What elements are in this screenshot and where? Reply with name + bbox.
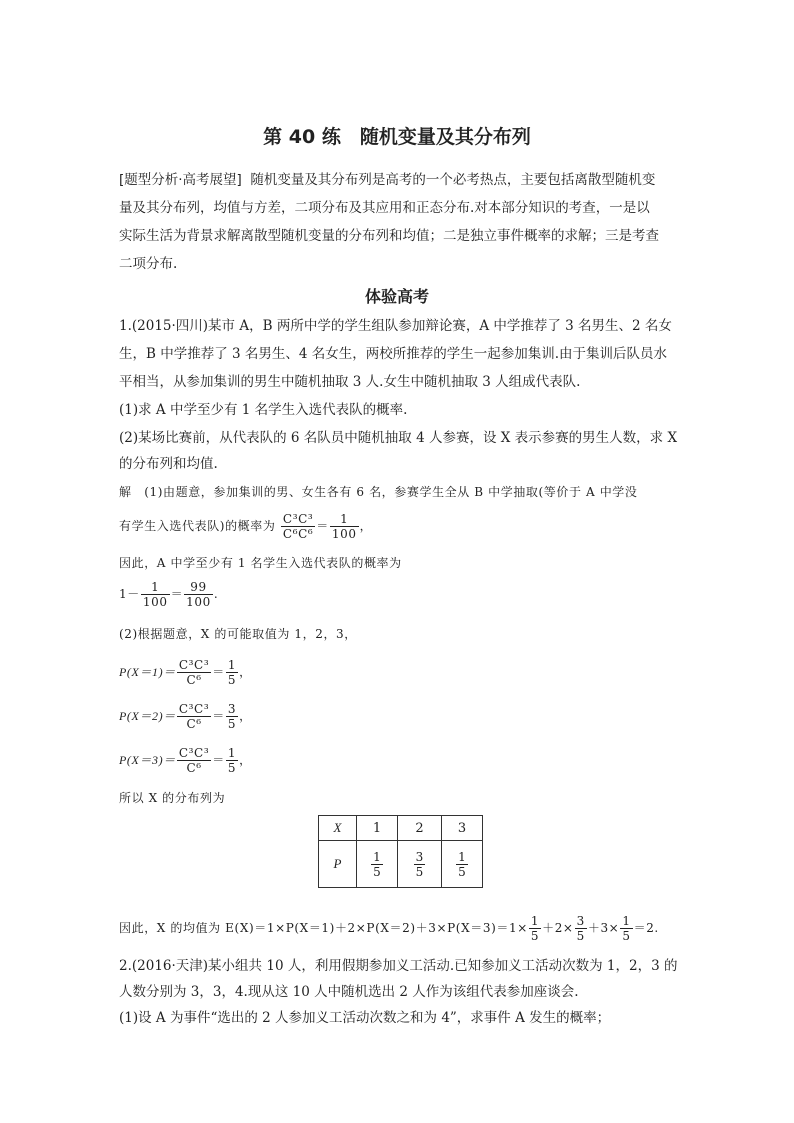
fraction: $\frac{1}{100}$ bbox=[331, 512, 357, 541]
fraction: $\frac{1}{100}$ bbox=[142, 580, 168, 609]
intro-label: [题型分析·高考展望] bbox=[119, 172, 242, 188]
table-cell: X bbox=[319, 816, 357, 841]
table-cell: $\frac{3}{5}$ bbox=[398, 841, 442, 888]
solution1-line-3: 因此，A 中学至少有 1 名学生入选代表队的概率为 bbox=[119, 556, 402, 570]
solution1-result-line: 1－ $\frac{1}{100}$ ＝ $\frac{99}{100}$ . bbox=[119, 580, 219, 609]
fraction: $\frac{1}{5}$ bbox=[227, 746, 237, 775]
problem1-question-2: (2)某场比赛前，从代表队的 6 名队员中随机抽取 4 人参赛，设 X 表示参赛的男生人数，求 X bbox=[119, 430, 678, 446]
fraction: $\frac{\text{C³C³}}{\text{C⁶}}$ bbox=[178, 658, 210, 687]
problem1-question-1: (1)求 A 中学至少有 1 名学生入选代表队的概率. bbox=[119, 402, 408, 418]
fraction: $\frac{1}{5}$ bbox=[227, 658, 237, 687]
intro-line-3: 实际生活为背景求解离散型随机变量的分布列和均值；二是独立事件概率的求解；三是考查 bbox=[119, 228, 659, 244]
page-title: 第 40 练 随机变量及其分布列 bbox=[263, 126, 531, 148]
fraction: $\frac{\text{C³C³}}{\text{C⁶C⁶}}$ bbox=[282, 512, 314, 541]
table-cell: $\frac{1}{5}$ bbox=[357, 841, 398, 888]
problem2-line-1: 2.(2016·天津)某小组共 10 人，利用假期参加义工活动.已知参加义工活动次数为 1，2，3 的 bbox=[119, 958, 678, 974]
table-cell: P bbox=[319, 841, 357, 888]
intro-line-2: 量及其分布列，均值与方差，二项分布及其应用和正态分布.对本部分知识的考查，一是以 bbox=[119, 200, 650, 216]
mean-line: 因此，X 的均值为 E(X)＝1×P(X＝1)＋2×P(X＝2)＋3×P(X＝3)＝1× $\frac{1}{5}$ ＋2× $\frac{3}{5}$ ＋3× $\frac{1}{5}$ ＝2. bbox=[119, 914, 659, 943]
table-cell: $\frac{1}{5}$ bbox=[442, 841, 483, 888]
distribution-intro: 所以 X 的分布列为 bbox=[119, 791, 226, 805]
problem2-line-2: 人数分别为 3，3，4.现从这 10 人中随机选出 2 人作为该组代表参加座谈会. bbox=[119, 984, 579, 1000]
distribution-table bbox=[318, 815, 483, 888]
fraction: $\frac{\text{C³C³}}{\text{C⁶}}$ bbox=[178, 702, 210, 731]
fraction: $\frac{1}{5}$ bbox=[622, 914, 631, 943]
section-title: 体验高考 bbox=[364, 287, 429, 306]
table-row bbox=[319, 841, 483, 888]
problem1-line-1: 1.(2015·四川)某市 A，B 两所中学的学生组队参加辩论赛，A 中学推荐了 3 名男生、2 名女 bbox=[119, 318, 672, 334]
fraction: $\frac{\text{C³C³}}{\text{C⁶}}$ bbox=[178, 746, 210, 775]
problem1-line-3: 平相当，从参加集训的男生中随机抽取 3 人.女生中随机抽取 3 人组成代表队. bbox=[119, 374, 581, 390]
prob-x3: P(X＝3)＝ $\frac{\text{C³C³}}{\text{C⁶}}$ ＝ $\frac{1}{5}$ ， bbox=[119, 746, 252, 775]
prob-x1: P(X＝1)＝ $\frac{\text{C³C³}}{\text{C⁶}}$ ＝ $\frac{1}{5}$ ， bbox=[119, 658, 252, 687]
problem2-question-1: (1)设 A 为事件“选出的 2 人参加义工活动次数之和为 4”，求事件 A 发生的概率； bbox=[119, 1010, 611, 1026]
intro-line-1: [题型分析·高考展望] 随机变量及其分布列是高考的一个必考热点，主要包括离散型随机变 bbox=[119, 172, 656, 188]
solution1-prob-line: 有学生入选代表队)的概率为 $\frac{\text{C³C³}}{\text{C⁶C⁶}}$ ＝ $\frac{1}{100}$ ， bbox=[119, 512, 373, 541]
fraction: $\frac{1}{5}$ bbox=[530, 914, 540, 943]
problem1-line-2: 生，B 中学推荐了 3 名男生、4 名女生，两校所推荐的学生一起参加集训.由于集训后队员水 bbox=[119, 346, 668, 362]
fraction: $\frac{99}{100}$ bbox=[186, 580, 211, 609]
table-cell: 3 bbox=[442, 816, 483, 841]
prob-x2: P(X＝2)＝ $\frac{\text{C³C³}}{\text{C⁶}}$ ＝ $\frac{3}{5}$ ， bbox=[119, 702, 252, 731]
table-cell: 1 bbox=[357, 816, 398, 841]
solution1-line-5: (2)根据题意，X 的可能取值为 1，2，3， bbox=[119, 627, 357, 641]
table-cell: 2 bbox=[398, 816, 442, 841]
problem1-line-6: 的分布列和均值. bbox=[119, 456, 218, 472]
table-row bbox=[319, 816, 483, 841]
solution1-line-1: 解 (1)由题意，参加集训的男、女生各有 6 名，参赛学生全从 B 中学抽取(等价于 A 中学没 bbox=[119, 485, 638, 499]
fraction: $\frac{3}{5}$ bbox=[576, 914, 585, 943]
intro-line-4: 二项分布. bbox=[119, 256, 178, 272]
fraction: $\frac{3}{5}$ bbox=[227, 702, 237, 731]
